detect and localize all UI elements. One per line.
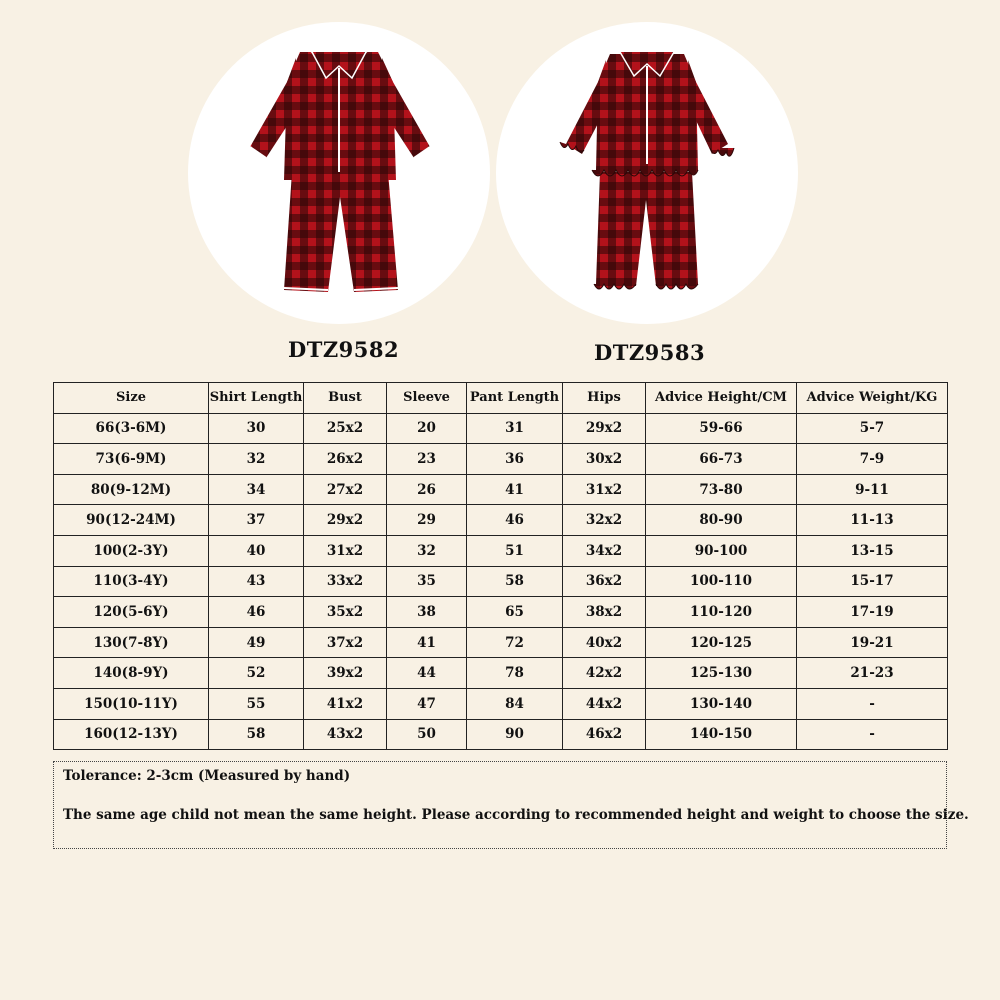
table-cell: 30 bbox=[209, 413, 304, 444]
table-cell: 40 bbox=[209, 535, 304, 566]
column-header: Size bbox=[54, 383, 209, 414]
table-cell: 90(12-24M) bbox=[54, 505, 209, 536]
table-cell: 29 bbox=[387, 505, 467, 536]
table-cell: - bbox=[797, 719, 948, 750]
table-cell: 80-90 bbox=[646, 505, 797, 536]
table-cell: 58 bbox=[209, 719, 304, 750]
table-cell: 58 bbox=[467, 566, 563, 597]
table-cell: 26 bbox=[387, 474, 467, 505]
table-cell: 46 bbox=[209, 597, 304, 628]
table-cell: 35 bbox=[387, 566, 467, 597]
table-row bbox=[54, 413, 948, 444]
table-cell: 150(10-11Y) bbox=[54, 688, 209, 719]
table-cell: 47 bbox=[387, 688, 467, 719]
table-cell: 9-11 bbox=[797, 474, 948, 505]
table-cell: 37x2 bbox=[304, 627, 387, 658]
table-cell: 66(3-6M) bbox=[54, 413, 209, 444]
table-cell: 38x2 bbox=[563, 597, 646, 628]
table-cell: 110-120 bbox=[646, 597, 797, 628]
table-cell: 23 bbox=[387, 444, 467, 475]
size-advice-note: The same age child not mean the same height. Please according to recommended height and weight to choose the size. bbox=[63, 807, 969, 823]
table-cell: 29x2 bbox=[304, 505, 387, 536]
table-row bbox=[54, 505, 948, 536]
table-cell: 41 bbox=[467, 474, 563, 505]
table-row bbox=[54, 658, 948, 689]
table-cell: 49 bbox=[209, 627, 304, 658]
table-cell: 73-80 bbox=[646, 474, 797, 505]
table-cell: 59-66 bbox=[646, 413, 797, 444]
table-cell: 46 bbox=[467, 505, 563, 536]
table-cell: 80(9-12M) bbox=[54, 474, 209, 505]
table-cell: 39x2 bbox=[304, 658, 387, 689]
table-cell: 78 bbox=[467, 658, 563, 689]
table-cell: 66-73 bbox=[646, 444, 797, 475]
table-cell: 44x2 bbox=[563, 688, 646, 719]
table-cell: 7-9 bbox=[797, 444, 948, 475]
table-cell: 65 bbox=[467, 597, 563, 628]
table-cell: 130(7-8Y) bbox=[54, 627, 209, 658]
table-cell: 44 bbox=[387, 658, 467, 689]
table-cell: 100-110 bbox=[646, 566, 797, 597]
table-cell: 37 bbox=[209, 505, 304, 536]
table-cell: 5-7 bbox=[797, 413, 948, 444]
table-cell: 26x2 bbox=[304, 444, 387, 475]
table-cell: 125-130 bbox=[646, 658, 797, 689]
column-header: Bust bbox=[304, 383, 387, 414]
tolerance-note: Tolerance: 2-3cm (Measured by hand) bbox=[63, 768, 351, 784]
table-cell: 50 bbox=[387, 719, 467, 750]
table-cell: 34 bbox=[209, 474, 304, 505]
table-cell: 29x2 bbox=[563, 413, 646, 444]
table-cell: 31x2 bbox=[563, 474, 646, 505]
table-cell: 110(3-4Y) bbox=[54, 566, 209, 597]
column-header: Advice Height/CM bbox=[646, 383, 797, 414]
table-cell: 100(2-3Y) bbox=[54, 535, 209, 566]
table-cell: 51 bbox=[467, 535, 563, 566]
column-header: Advice Weight/KG bbox=[797, 383, 948, 414]
table-row bbox=[54, 535, 948, 566]
table-cell: 36x2 bbox=[563, 566, 646, 597]
table-cell: 40x2 bbox=[563, 627, 646, 658]
table-cell: 160(12-13Y) bbox=[54, 719, 209, 750]
product-image-dtz9583 bbox=[496, 22, 798, 324]
table-row bbox=[54, 597, 948, 628]
table-cell: 32 bbox=[387, 535, 467, 566]
table-cell: 31 bbox=[467, 413, 563, 444]
table-cell: 84 bbox=[467, 688, 563, 719]
table-cell: - bbox=[797, 688, 948, 719]
table-header-row bbox=[54, 383, 948, 414]
table-cell: 21-23 bbox=[797, 658, 948, 689]
table-row bbox=[54, 566, 948, 597]
table-cell: 42x2 bbox=[563, 658, 646, 689]
table-cell: 46x2 bbox=[563, 719, 646, 750]
table-row bbox=[54, 474, 948, 505]
table-row bbox=[54, 719, 948, 750]
table-row bbox=[54, 688, 948, 719]
table-cell: 32 bbox=[209, 444, 304, 475]
table-cell: 41x2 bbox=[304, 688, 387, 719]
table-cell: 20 bbox=[387, 413, 467, 444]
table-cell: 35x2 bbox=[304, 597, 387, 628]
column-header: Hips bbox=[563, 383, 646, 414]
column-header: Pant Length bbox=[467, 383, 563, 414]
table-cell: 15-17 bbox=[797, 566, 948, 597]
table-cell: 52 bbox=[209, 658, 304, 689]
table-cell: 72 bbox=[467, 627, 563, 658]
plaid-pajama-boy-icon bbox=[188, 22, 490, 324]
product-code-2: DTZ9583 bbox=[594, 340, 706, 365]
table-cell: 17-19 bbox=[797, 597, 948, 628]
table-cell: 27x2 bbox=[304, 474, 387, 505]
table-cell: 120-125 bbox=[646, 627, 797, 658]
table-cell: 13-15 bbox=[797, 535, 948, 566]
product-image-dtz9582 bbox=[188, 22, 490, 324]
table-cell: 36 bbox=[467, 444, 563, 475]
table-cell: 11-13 bbox=[797, 505, 948, 536]
table-cell: 130-140 bbox=[646, 688, 797, 719]
table-cell: 55 bbox=[209, 688, 304, 719]
table-cell: 31x2 bbox=[304, 535, 387, 566]
table-cell: 90 bbox=[467, 719, 563, 750]
table-cell: 140(8-9Y) bbox=[54, 658, 209, 689]
table-cell: 41 bbox=[387, 627, 467, 658]
notes-box bbox=[53, 761, 969, 849]
column-header: Shirt Length bbox=[209, 383, 304, 414]
table-cell: 19-21 bbox=[797, 627, 948, 658]
table-cell: 34x2 bbox=[563, 535, 646, 566]
product-code-1: DTZ9582 bbox=[288, 337, 400, 362]
table-cell: 90-100 bbox=[646, 535, 797, 566]
table-cell: 140-150 bbox=[646, 719, 797, 750]
table-cell: 32x2 bbox=[563, 505, 646, 536]
size-chart-table bbox=[53, 382, 948, 750]
table-cell: 120(5-6Y) bbox=[54, 597, 209, 628]
table-cell: 73(6-9M) bbox=[54, 444, 209, 475]
plaid-pajama-girl-ruffle-icon bbox=[496, 22, 798, 324]
table-cell: 30x2 bbox=[563, 444, 646, 475]
table-cell: 25x2 bbox=[304, 413, 387, 444]
table-cell: 43x2 bbox=[304, 719, 387, 750]
table-row bbox=[54, 627, 948, 658]
table-cell: 43 bbox=[209, 566, 304, 597]
table-cell: 33x2 bbox=[304, 566, 387, 597]
table-cell: 38 bbox=[387, 597, 467, 628]
column-header: Sleeve bbox=[387, 383, 467, 414]
table-row bbox=[54, 444, 948, 475]
